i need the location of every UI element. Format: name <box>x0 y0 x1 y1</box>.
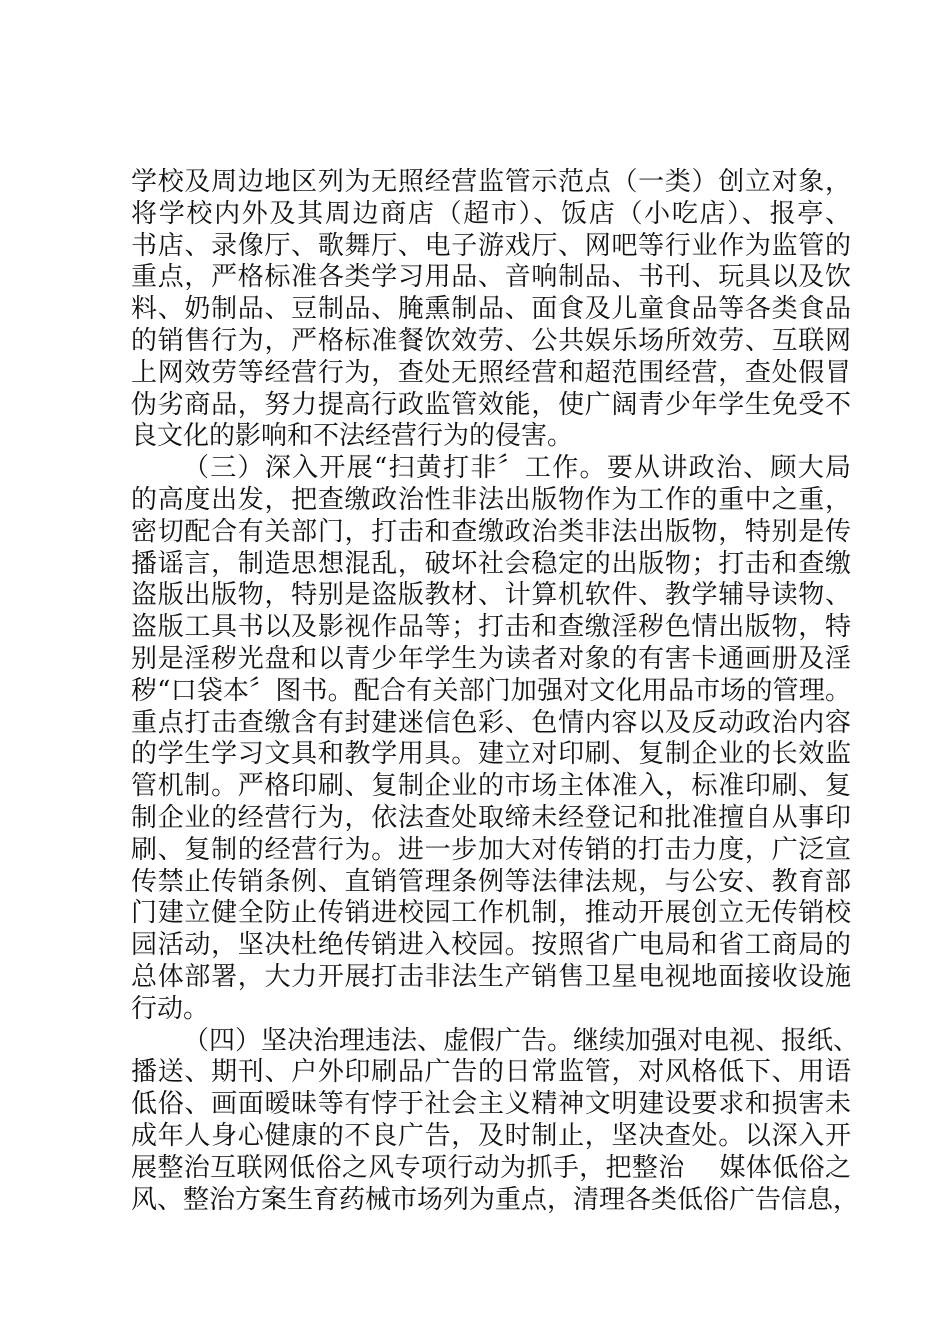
body-text <box>131 167 860 1216</box>
text-line: 料、奶制品、豆制品、腌熏制品、面食及儿童食品等各类食品 <box>131 294 851 325</box>
text-line: 秽“口袋本〞图书。配合有关部门加强对文化用品市场的管理。 <box>131 675 851 706</box>
text-line: 制企业的经营行为，依法查处取缔未经登记和批准擅自从事印 <box>131 802 851 833</box>
text-line: 管机制。严格印刷、复制企业的市场主体准入，标准印刷、复 <box>131 771 851 802</box>
text-line: 将学校内外及其周边商店（超市）、饭店（小吃店）、报亭、 <box>131 198 851 229</box>
text-line: 的销售行为，严格标准餐饮效劳、公共娱乐场所效劳、互联网 <box>131 325 851 356</box>
text-line: 重点，严格标准各类学习用品、音响制品、书刊、玩具以及饮 <box>131 262 851 293</box>
text-line: 播谣言，制造思想混乱，破坏社会稳定的出版物；打击和查缴 <box>131 548 851 579</box>
text-line: 重点打击查缴含有封建迷信色彩、色情内容以及反动政治内容 <box>131 707 851 738</box>
text-line: 良文化的影响和不法经营行为的侵害。 <box>131 421 574 452</box>
text-line: 总体部署，大力开展打击非法生产销售卫星电视地面接收设施 <box>131 961 851 992</box>
text-line: 传禁止传销条例、直销管理条例等法律法规，与公安、教育部 <box>131 866 851 897</box>
section-heading-line: （三）深入开展“扫黄打非〞工作。要从讲政治、顾大局 <box>183 453 851 484</box>
text-line: 上网效劳等经营行为，查处无照经营和超范围经营，查处假冒 <box>131 357 851 388</box>
text-line: 盗版出版物，特别是盗版教材、计算机软件、教学辅导读物、 <box>131 580 851 611</box>
text-line: 园活动，坚决杜绝传销进入校园。按照省广电局和省工商局的 <box>131 930 851 961</box>
text-line: 风、整治方案生育药械市场列为重点，清理各类低俗广告信息， <box>131 1184 860 1215</box>
text-line: 的高度出发，把查缴政治性非法出版物作为工作的重中之重， <box>131 484 851 515</box>
text-line: 低俗、画面暧昧等有悖于社会主义精神文明建设要求和损害未 <box>131 1089 851 1120</box>
text-line: 盗版工具书以及影视作品等；打击和查缴淫秽色情出版物，特 <box>131 612 851 643</box>
text-line: 行动。 <box>131 993 210 1024</box>
text-line: 成年人身心健康的不良广告，及时制止，坚决查处。以深入开 <box>131 1120 851 1151</box>
text-line: 伪劣商品，努力提高行政监管效能，使广阔青少年学生免受不 <box>131 389 851 420</box>
text-line: 书店、录像厅、歌舞厅、电子游戏厅、网吧等行业作为监管的 <box>131 230 851 261</box>
text-line: 别是淫秽光盘和以青少年学生为读者对象的有害卡通画册及淫 <box>131 643 851 674</box>
text-line: 播送、期刊、户外印刷品广告的日常监管，对风格低下、用语 <box>131 1057 851 1088</box>
text-line: 门建立健全防止传销进校园工作机制，推动开展创立无传销校 <box>131 898 851 929</box>
section-heading-line: （四）坚决治理违法、虚假广告。继续加强对电视、报纸、 <box>183 1025 860 1056</box>
text-line: 的学生学习文具和教学用具。建立对印刷、复制企业的长效监 <box>131 739 851 770</box>
text-line: 学校及周边地区列为无照经营监管示范点（一类）创立对象， <box>131 167 851 197</box>
text-line: 刷、复制的经营行为。进一步加大对传销的打击力度，广泛宣 <box>131 834 851 865</box>
text-line: 密切配合有关部门，打击和查缴政治类非法出版物，特别是传 <box>131 516 851 547</box>
text-line: 展整治互联网低俗之风专项行动为抓手，把整治 媒体低俗之 <box>131 1152 851 1183</box>
